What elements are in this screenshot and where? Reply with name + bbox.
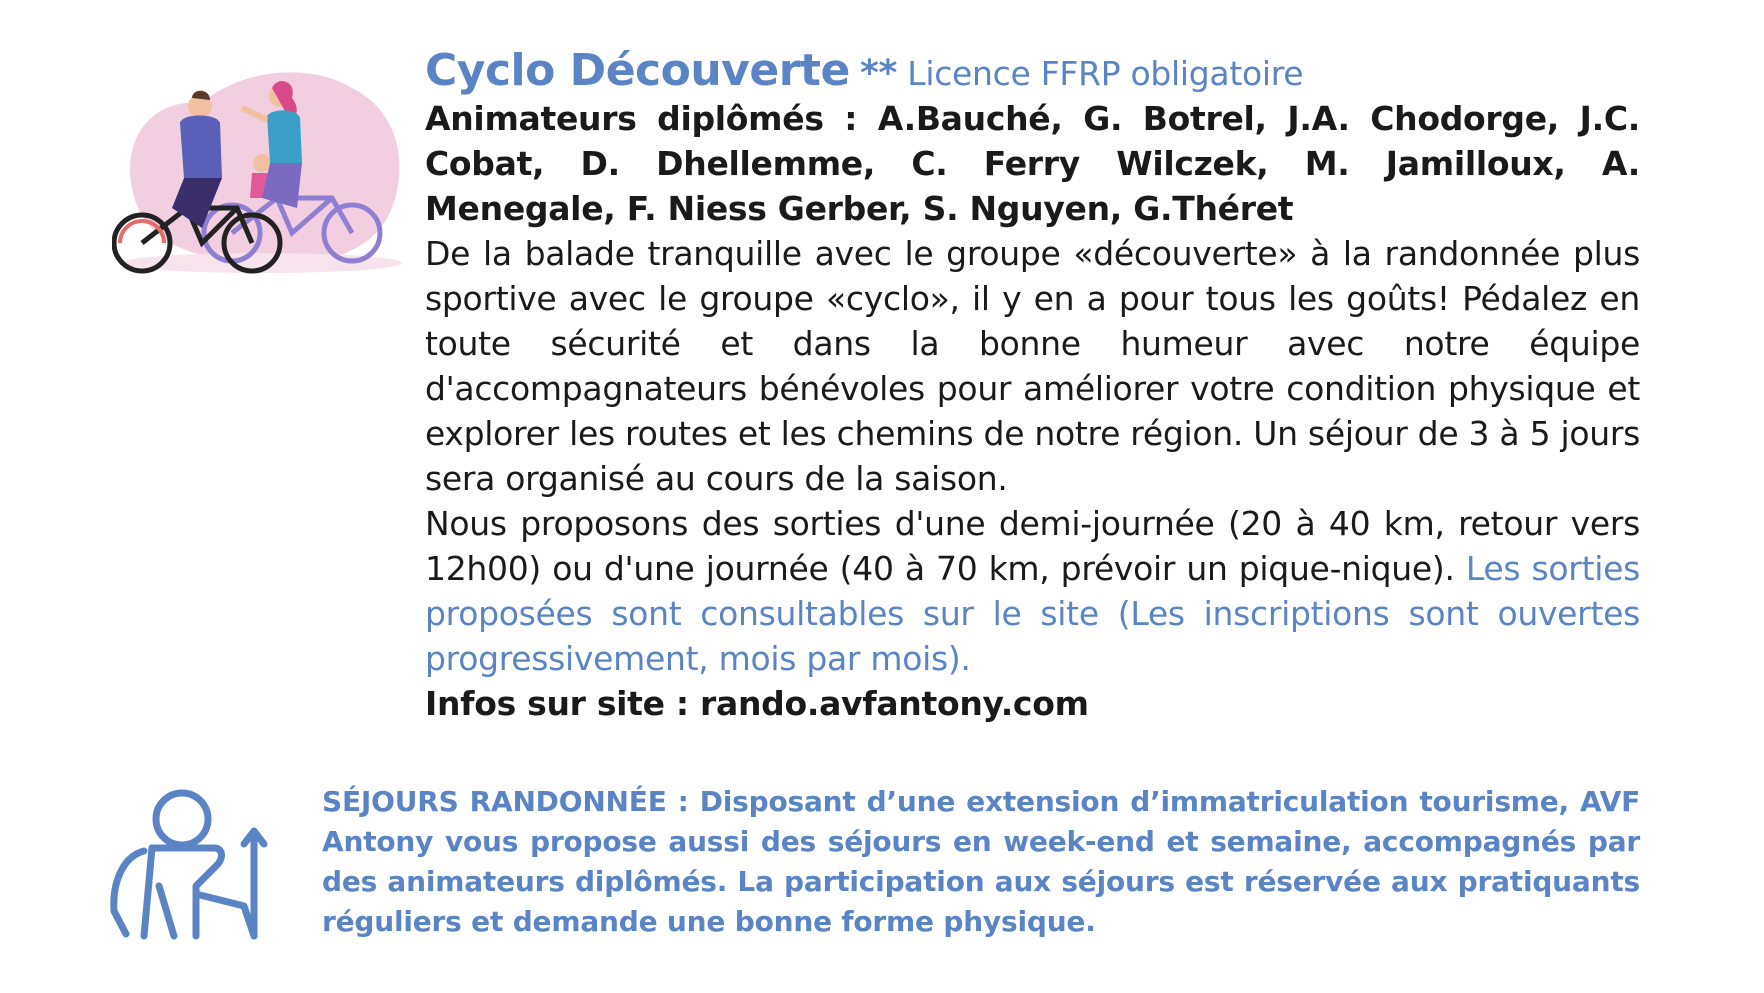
section-header (425, 45, 1640, 96)
hiker-icon (104, 786, 279, 941)
section-title: Cyclo Découverte (425, 45, 850, 96)
description-paragraph: De la balade tranquille avec le groupe «découverte» à la randonnée plus sportive avec le groupe «cyclo», il y en a pour tous les goûts! Pédalez en toute sécurité et dans la bonne humeur avec notre équipe d'accompagnateurs bénévoles pour améliorer votre condition physique et explorer les routes et les chemins de notre région. Un séjour de 3 à 5 jours sera organisé au cours de la saison. (425, 234, 1640, 498)
sejours-randonnee: SÉJOURS RANDONNÉE : Disposant d’une extension d’immatriculation tourisme, AVF Antony vous propose aussi des séjours en week-end et semaine, accompagnés par des animateurs diplômés. La participation aux séjours est réservée aux pratiquants réguliers et demande une bonne forme physique. (322, 785, 1640, 938)
animators-list: Animateurs diplômés : A.Bauché, G. Botrel, J.A. Chodorge, J.C. Cobat, D. Dhellemme, C. Ferry Wilczek, M. Jamilloux, A. Menegale, F. Niess Gerber, S. Nguyen, G.Théret (425, 99, 1640, 228)
cyclo-section (425, 45, 1640, 726)
licence-note: Licence FFRP obligatoire (907, 54, 1304, 93)
difficulty-stars: ** (859, 53, 898, 94)
family-cycling-illustration (112, 58, 412, 280)
outings-note: Les sorties proposées sont consultables sur le site (Les inscriptions sont ouvertes progressivement, mois par mois). (425, 549, 1640, 678)
outings-paragraph (425, 501, 1640, 681)
outings-text: Nous proposons des sorties d'une demi-journée (20 à 40 km, retour vers 12h00) ou d'une journée (40 à 70 km, prévoir un pique-nique). (425, 504, 1640, 588)
infos-line: Infos sur site : rando.avfantony.com (425, 684, 1089, 723)
